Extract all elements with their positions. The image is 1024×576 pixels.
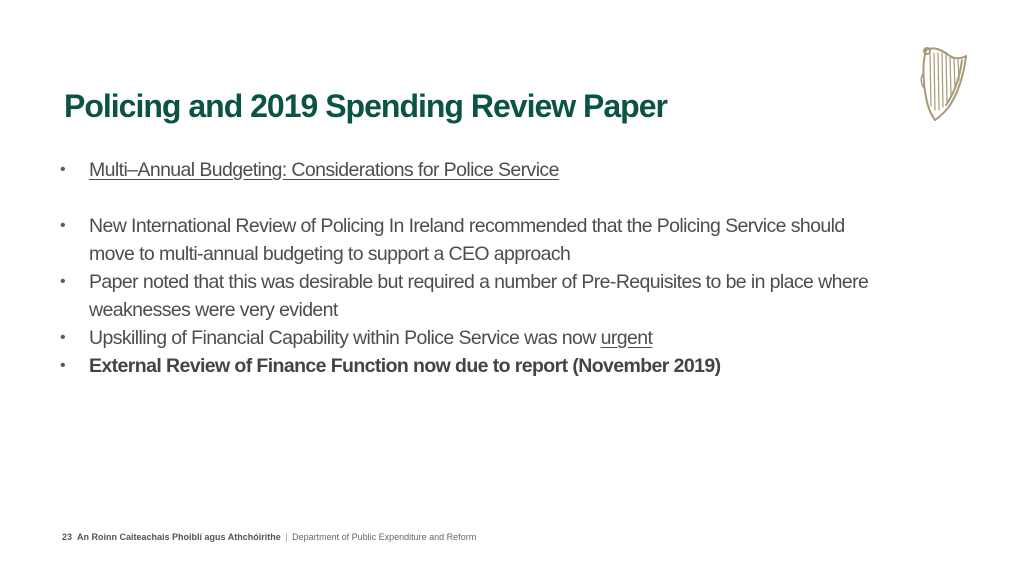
bullet-marker: • <box>60 273 66 290</box>
bullet-marker: • <box>60 161 66 178</box>
bullet-text: External Review of Finance Function now due to report (November 2019) <box>89 355 721 377</box>
bullet-item <box>60 212 880 268</box>
harp-icon <box>918 44 968 122</box>
bullet-text: Paper noted that this was desirable but required a number of Pre-Requisites to be in place where weaknesses were very evident <box>89 271 869 321</box>
bullet-item <box>60 268 880 324</box>
bullet-marker: • <box>60 357 66 374</box>
bullet-text: Multi–Annual Budgeting: Considerations for Police Service <box>89 159 559 181</box>
footer <box>62 532 476 542</box>
footer-separator: | <box>285 532 288 542</box>
page-number: 23 <box>62 532 73 542</box>
bullet-item <box>60 352 880 380</box>
bullet-marker: • <box>60 217 66 234</box>
bullet-list <box>60 156 880 380</box>
slide-title: Policing and 2019 Spending Review Paper <box>64 88 667 124</box>
bullet-emphasis: urgent <box>600 327 653 349</box>
bullet-marker: • <box>60 329 66 346</box>
bullet-text: Upskilling of Financial Capability within Police Service was now <box>89 327 601 349</box>
bullet-item <box>60 324 880 352</box>
department-name-english: Department of Public Expenditure and Reform <box>292 532 477 542</box>
bullet-item <box>60 156 880 184</box>
bullet-text: New International Review of Policing In Ireland recommended that the Policing Service should move to multi-annual budgeting to support a CEO approach <box>89 215 845 265</box>
department-name-irish: An Roinn Caiteachais Phoiblí agus Athchóirithe <box>77 532 281 542</box>
